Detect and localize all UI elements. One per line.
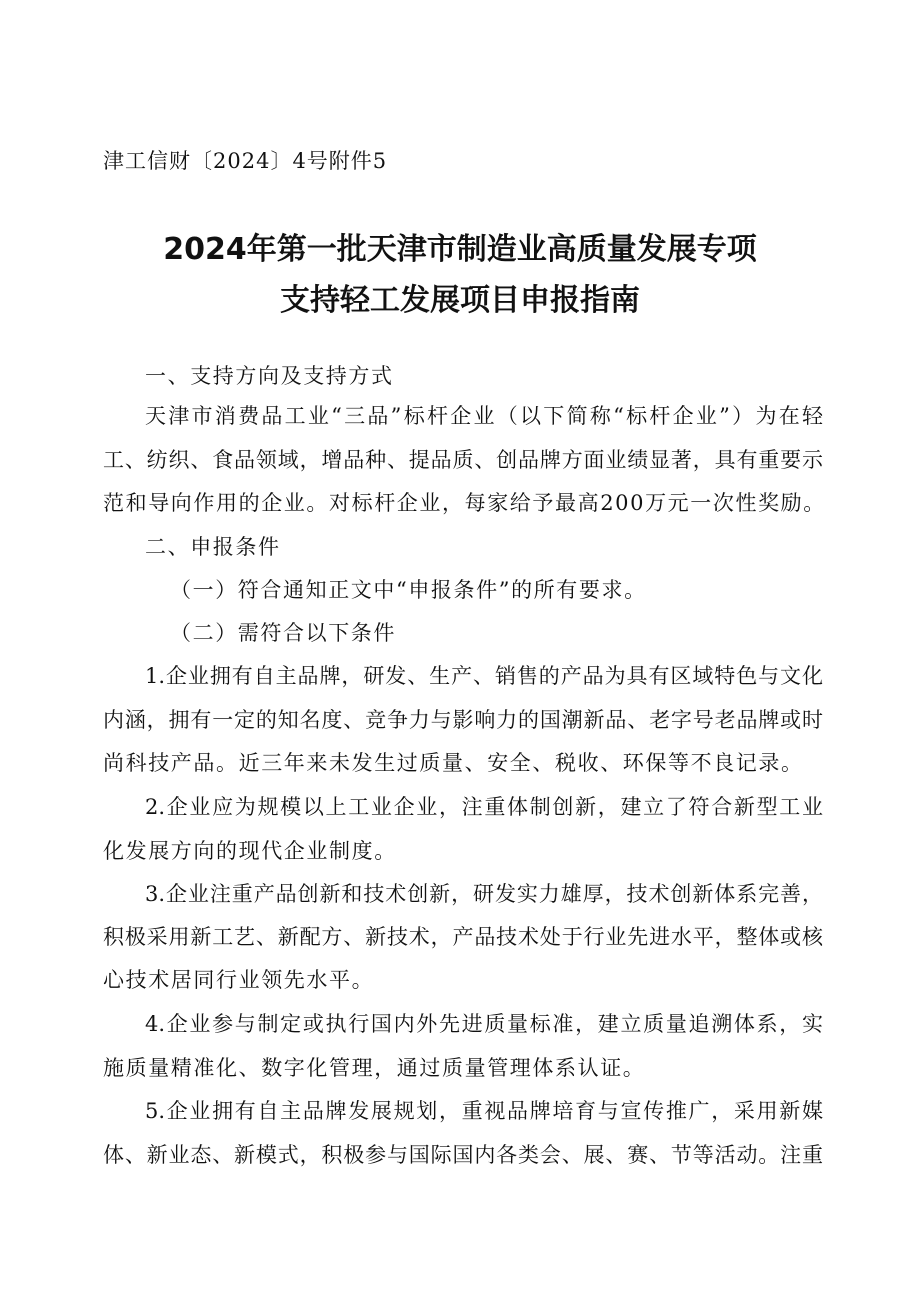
paragraph-line: 化发展方向的现代企业制度。 (103, 839, 397, 863)
paragraph-line: 心技术居同行业领先水平。 (103, 968, 375, 992)
section-heading-support-direction: 一、支持方向及支持方式 (145, 364, 394, 388)
paragraph-line: 2.企业应为规模以上工业企业，注重体制创新，建立了符合新型工业 (145, 795, 823, 819)
paragraph-line: 尚科技产品。近三年来未发生过质量、安全、税收、环保等不良记录。 (103, 751, 804, 775)
subsection-heading-2: （二）需符合以下条件 (170, 621, 396, 645)
paragraph-line: 范和导向作用的企业。对标杆企业，每家给予最高200万元一次性奖励。 (103, 491, 826, 515)
paragraph-line: 5.企业拥有自主品牌发展规划，重视品牌培育与宣传推广，采用新媒 (145, 1099, 823, 1123)
paragraph-line: 天津市消费品工业“三品”标杆企业（以下简称“标杆企业”）为在轻 (145, 404, 823, 428)
paragraph-line: 内涵，拥有一定的知名度、竞争力与影响力的国潮新品、老字号老品牌或时 (103, 708, 823, 732)
paragraph-line: 工、纺织、食品领域，增品种、提品质、创品牌方面业绩显著，具有重要示 (103, 448, 823, 472)
document-title-line-1: 2024年第一批天津市制造业高质量发展专项 (163, 232, 757, 267)
paragraph-line: 体、新业态、新模式，积极参与国际国内各类会、展、赛、节等活动。注重 (103, 1143, 823, 1167)
document-reference-number: 津工信财〔2024〕4号附件5 (103, 149, 388, 173)
document-title-line-2: 支持轻工发展项目申报指南 (280, 283, 640, 318)
paragraph-line: 积极采用新工艺、新配方、新技术，产品技术处于行业先进水平，整体或核 (103, 925, 823, 949)
section-heading-application-conditions: 二、申报条件 (145, 535, 281, 559)
paragraph-line: 4.企业参与制定或执行国内外先进质量标准，建立质量追溯体系，实 (145, 1012, 823, 1036)
paragraph-line: 1.企业拥有自主品牌，研发、生产、销售的产品为具有区域特色与文化 (145, 664, 823, 688)
paragraph-line: 施质量精准化、数字化管理，通过质量管理体系认证。 (103, 1056, 646, 1080)
paragraph-line: 3.企业注重产品创新和技术创新，研发实力雄厚，技术创新体系完善， (145, 882, 823, 906)
subsection-heading-1: （一）符合通知正文中“申报条件”的所有要求。 (170, 578, 647, 602)
